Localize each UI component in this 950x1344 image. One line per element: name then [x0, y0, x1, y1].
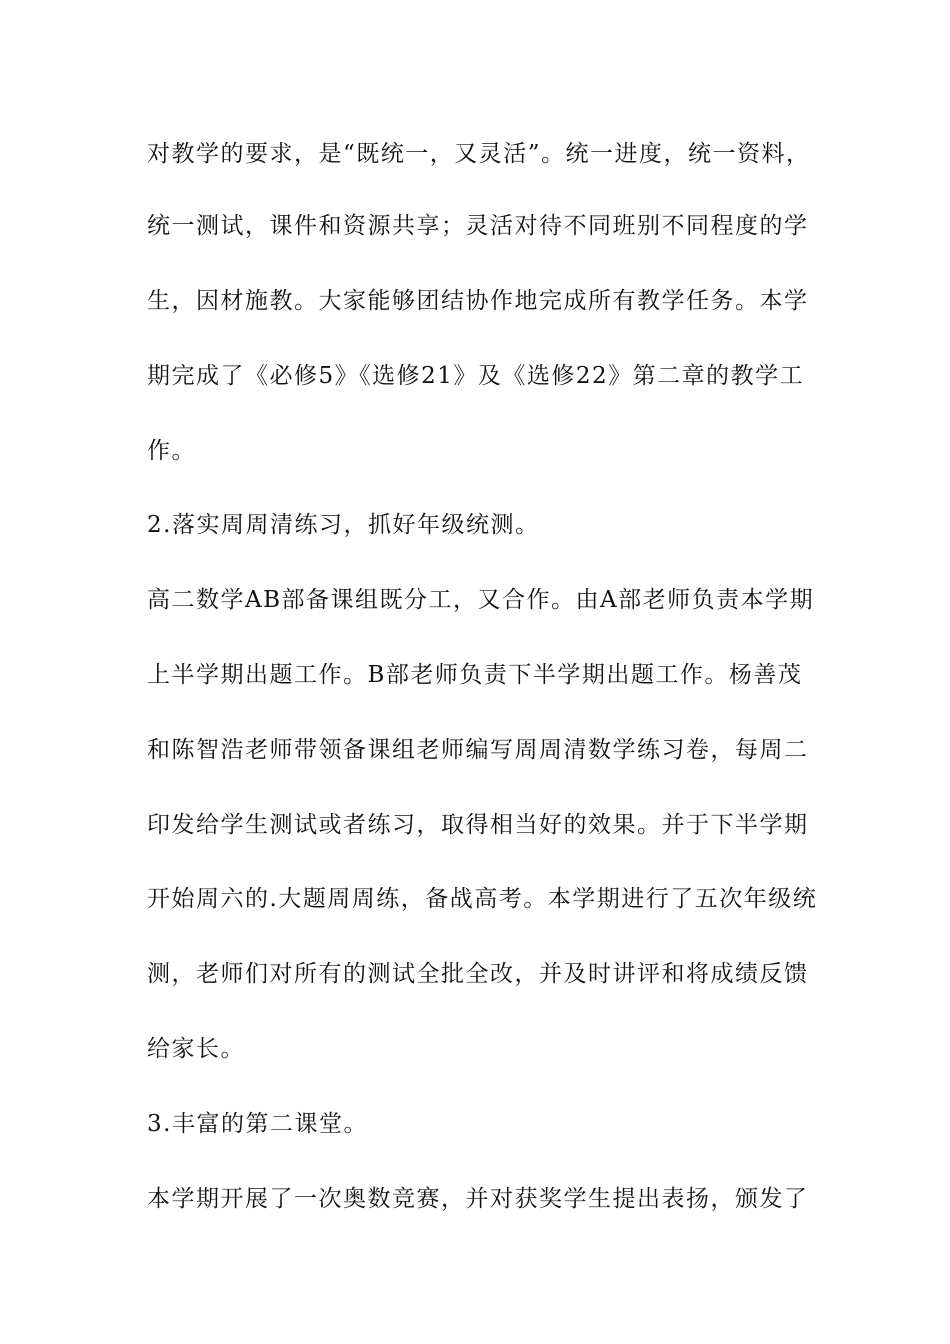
paragraph-line: 期完成了《必修5》《选修21》及《选修22》第二章的教学工 — [147, 363, 805, 389]
section-heading: 3.丰富的第二课堂。 — [147, 1111, 368, 1137]
paragraph-line: 开始周六的.大题周周练，备战高考。本学期进行了五次年级统 — [147, 886, 818, 912]
paragraph-line: 作。 — [147, 438, 196, 464]
paragraph-line: 上半学期出题工作。B部老师负责下半学期出题工作。杨善茂 — [147, 662, 803, 688]
section-heading: 2.落实周周清练习，抓好年级统测。 — [147, 512, 540, 538]
paragraph-line: 测，老师们对所有的测试全批全改，并及时讲评和将成绩反馈 — [147, 961, 809, 987]
paragraph-line: 和陈智浩老师带领备课组老师编写周周清数学练习卷，每周二 — [147, 737, 809, 763]
paragraph-line: 生，因材施教。大家能够团结协作地完成所有教学任务。本学 — [147, 288, 809, 314]
paragraph-line: 高二数学AB部备课组既分工，又合作。由A部老师负责本学期 — [147, 587, 815, 613]
paragraph-line: 本学期开展了一次奥数竞赛，并对获奖学生提出表扬，颁发了 — [147, 1186, 809, 1212]
paragraph-line: 对教学的要求，是“既统一，又灵活”。统一进度，统一资料， — [147, 141, 811, 167]
paragraph-line: 印发给学生测试或者练习，取得相当好的效果。并于下半学期 — [147, 812, 809, 838]
paragraph-line: 统一测试，课件和资源共享；灵活对待不同班别不同程度的学 — [147, 213, 809, 239]
paragraph-line: 给家长。 — [147, 1036, 245, 1062]
